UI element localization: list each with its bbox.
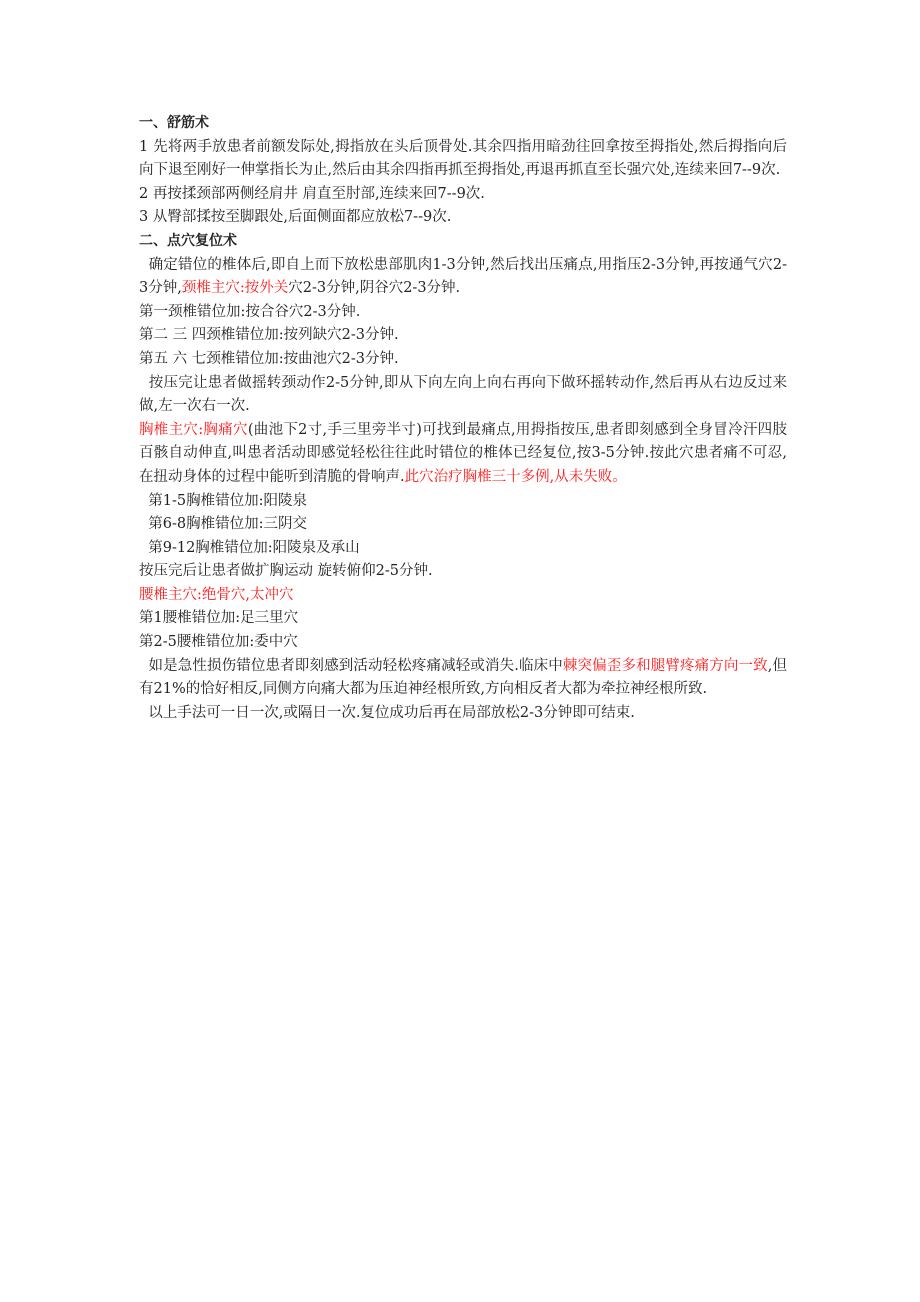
paragraph-thoracic: [139, 419, 787, 490]
paragraph-step-2: 2 再按揉颈部两侧经肩井 肩直至肘部,连续来回7--9次.: [139, 185, 485, 202]
paragraph-t9-12: 第9-12胸椎错位加:阳陵泉及承山: [139, 539, 360, 556]
section-heading-dianxue: 二、点穴复位术: [139, 232, 237, 249]
highlight-lumbar-main-point: 腰椎主穴:绝骨穴,太冲穴: [139, 586, 294, 603]
highlight-thoracic-result: 此穴治疗胸椎三十多例,从未失败。: [404, 468, 627, 485]
highlight-cervical-main-point: 颈椎主穴:按外关: [181, 280, 289, 297]
paragraph-t6-8: 第6-8胸椎错位加:三阴交: [139, 516, 307, 533]
text: ,但有21%的恰好相反,同侧方向痛大都为压迫神经根所致,方向相反者大都为牵拉神经根所致.: [139, 657, 788, 698]
highlight-thoracic-main-point: 胸椎主穴:胸痛穴: [139, 421, 248, 438]
paragraph-l1: 第1腰椎错位加:足三里穴: [139, 610, 299, 627]
highlight-spinous-process: 棘突偏歪多和腿臂疼痛方向一致: [562, 657, 768, 674]
paragraph-frequency: 以上手法可一日一次,或隔日一次.复位成功后再在局部放松2-3分钟即可结束.: [139, 704, 635, 721]
paragraph-chest-exercise: 按压完后让患者做扩胸运动 旋转俯仰2-5分钟.: [139, 563, 433, 580]
paragraph-t1-5: 第1-5胸椎错位加:阳陵泉: [139, 492, 307, 509]
paragraph-step-3: 3 从臀部揉按至脚跟处,后面侧面都应放松7--9次.: [139, 209, 452, 226]
text: (曲池下2寸,手三里旁半寸)可找到最痛点,用拇指按压,患者即刻感到全身冒冷汗四肢百骸自动伸直,叫患者活动即感觉轻松往往此时错位的椎体已经复位,按3-5分钟.按此穴患者痛不可忍,在扭动身体的过程中能听到清脆的骨响声.: [139, 421, 787, 485]
text: 穴2-3分钟,阴谷穴2-3分钟.: [288, 280, 461, 297]
text: 确定错位的椎体后,即自上而下放松患部肌肉1-3分钟,然后找出压痛点,用指压2-3分钟,再按通气穴2-3分钟,: [139, 256, 787, 297]
paragraph-c5-7: 第五 六 七颈椎错位加:按曲池穴2-3分钟.: [139, 350, 399, 367]
section-heading-shujin: 一、舒筋术: [139, 115, 209, 131]
paragraph-locate-vertebra: [139, 254, 787, 301]
text: 如是急性损伤错位患者即刻感到活动轻松疼痛减轻或消失.临床中: [139, 657, 563, 674]
paragraph-acute-injury: [139, 655, 787, 702]
paragraph-c2-4: 第二 三 四颈椎错位加:按列缺穴2-3分钟.: [139, 327, 399, 344]
document-body: [139, 112, 787, 725]
paragraph-step-1: 1 先将两手放患者前额发际处,拇指放在头后顶骨处.其余四指用暗劲往回拿按至拇指处,然后拇指向后向下退至刚好一伸掌指长为止,然后由其余四指再抓至拇指处,再退再抓直至长强穴处,连续来回7--9次.: [139, 138, 787, 179]
paragraph-neck-rotation: 按压完让患者做摇转颈动作2-5分钟,即从下向左向上向右再向下做环摇转动作,然后再从右边反过来做,左一次右一次.: [139, 374, 787, 415]
paragraph-c1: 第一颈椎错位加:按合谷穴2-3分钟.: [139, 303, 361, 320]
paragraph-l2-5: 第2-5腰椎错位加:委中穴: [139, 634, 298, 651]
